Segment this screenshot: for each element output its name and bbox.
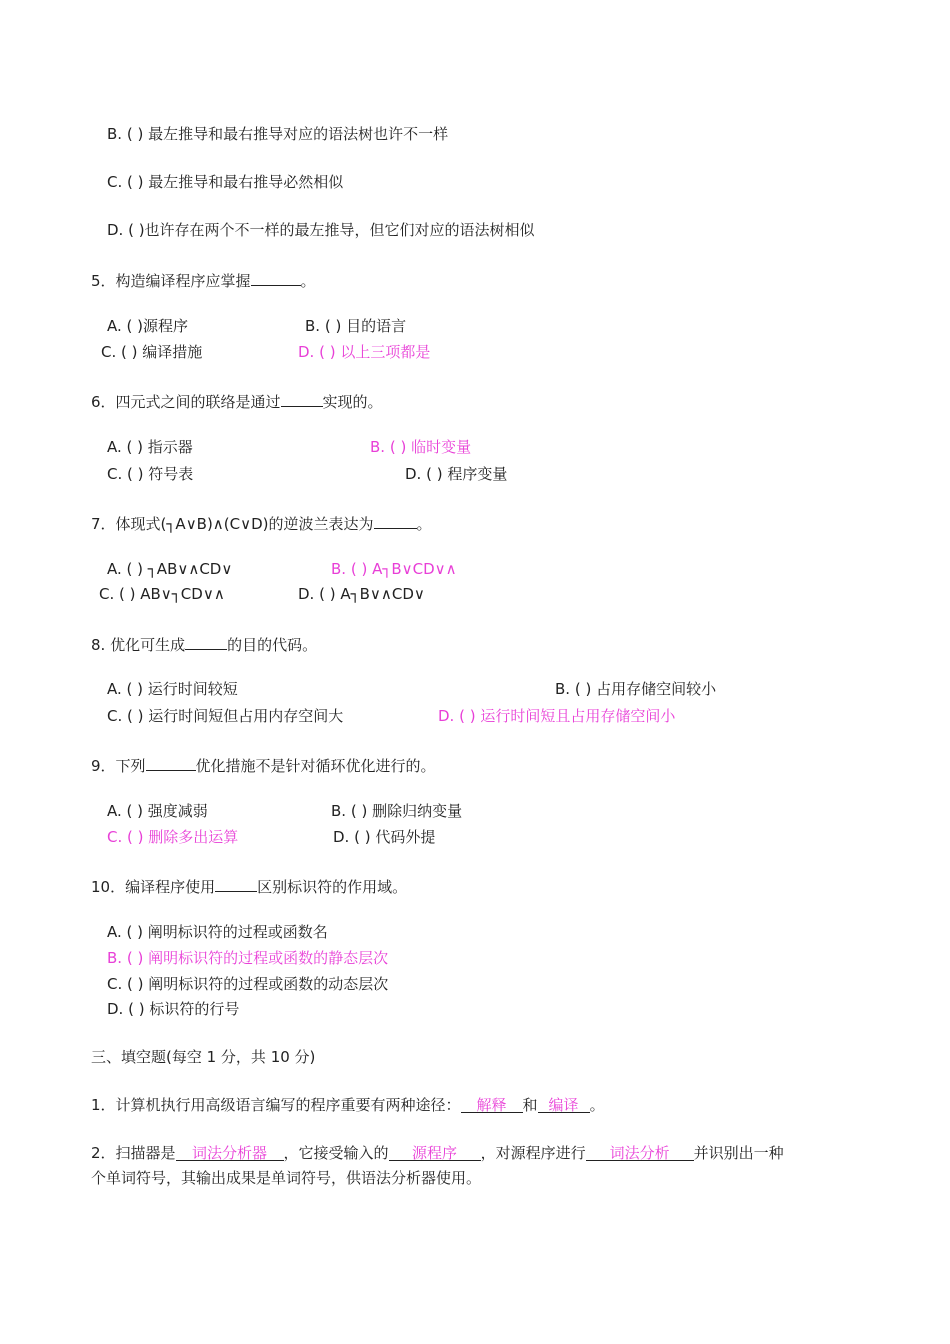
fill-1-joiner: 和 (522, 1096, 538, 1114)
fill-2-line-2: 个单词符号，其输出成果是单词符号，供语法分析器使用。 (91, 1169, 482, 1187)
q8-stem-end: 的目的代码。 (227, 636, 318, 654)
q5-stem-end: 。 (300, 272, 316, 290)
q10-blank (215, 874, 257, 892)
q8-option-d-answer: D. ( ) 运行时间短且占用存储空间小 (438, 707, 676, 725)
fill-2-answer-2: 源程序 (389, 1143, 481, 1161)
q10-option-b-answer: B. ( ) 阐明标识符的过程或函数的静态层次 (107, 949, 389, 967)
q7-blank (374, 511, 417, 529)
q9-stem-text: 9．下列 (91, 757, 146, 775)
fill-1-answer-1: 解释 (461, 1095, 523, 1113)
q10-stem (91, 874, 407, 897)
q8-option-c: C. ( ) 运行时间短但占用内存空间大 (107, 707, 344, 725)
q10-option-a: A. ( ) 阐明标识符的过程或函数名 (107, 923, 328, 941)
q10-stem-text: 10．编译程序使用 (91, 878, 216, 896)
q8-option-b: B. ( ) 占用存储空间较小 (555, 680, 717, 698)
fill-2 (91, 1143, 784, 1163)
q8-stem-text: 8. 优化可生成 (91, 636, 186, 654)
q9-option-a: A. ( ) 强度减弱 (107, 802, 208, 820)
q8-stem (91, 632, 317, 655)
fill-1-text: 1．计算机执行用高级语言编写的程序重要有两种途径： (91, 1096, 461, 1114)
q10-option-d: D. ( ) 标识符的行号 (107, 1000, 240, 1018)
fill-2-answer-1: 词法分析器 (176, 1143, 284, 1161)
q5-stem (91, 268, 316, 291)
fill-2-text-3: ，对源程序进行 (480, 1144, 586, 1162)
q9-stem-end: 优化措施不是针对循环优化进行的。 (195, 757, 436, 775)
q10-option-c: C. ( ) 阐明标识符的过程或函数的动态层次 (107, 975, 389, 993)
q4-option-c: C. ( ) 最左推导和最右推导必然相似 (107, 173, 344, 191)
q7-option-a: A. ( ) ┐AB∨∧CD∨ (107, 560, 233, 578)
q5-option-c: C. ( ) 编译措施 (101, 343, 203, 361)
q6-blank (281, 389, 323, 407)
q9-option-c-answer: C. ( ) 删除多出运算 (107, 828, 239, 846)
q7-stem-end: 。 (416, 515, 432, 533)
q9-option-b: B. ( ) 删除归纳变量 (331, 802, 463, 820)
q6-option-a: A. ( ) 指示器 (107, 438, 193, 456)
q6-option-b-answer: B. ( ) 临时变量 (370, 438, 472, 456)
q5-option-b: B. ( ) 目的语言 (305, 317, 407, 335)
fill-2-answer-3: 词法分析 (586, 1143, 694, 1161)
q7-option-d: D. ( ) A┐B∨∧CD∨ (298, 585, 425, 603)
q8-option-a: A. ( ) 运行时间较短 (107, 680, 238, 698)
q5-option-d-answer: D. ( ) 以上三项都是 (298, 343, 431, 361)
q7-option-c: C. ( ) AB∨┐CD∨∧ (99, 585, 225, 603)
q9-stem (91, 753, 436, 776)
fill-2-text-2: ，它接受输入的 (283, 1144, 389, 1162)
fill-2-text: 2．扫描器是 (91, 1144, 176, 1162)
q5-stem-text: 5．构造编译程序应掌握 (91, 272, 251, 290)
q9-blank (146, 753, 196, 771)
q7-stem (91, 511, 432, 534)
q9-option-d: D. ( ) 代码外提 (333, 828, 436, 846)
q6-option-d: D. ( ) 程序变量 (405, 465, 508, 483)
fill-1 (91, 1095, 605, 1115)
q4-option-b: B. ( ) 最左推导和最右推导对应的语法树也许不一样 (107, 125, 449, 143)
q7-stem-text: 7．体现式(┐A∨B)∧(C∨D)的逆波兰表达为 (91, 515, 374, 533)
section-3-title: 三、填空题(每空 1 分，共 10 分) (91, 1048, 316, 1066)
q10-stem-end: 区别标识符的作用域。 (257, 878, 408, 896)
q6-option-c: C. ( ) 符号表 (107, 465, 194, 483)
q5-blank (251, 268, 301, 286)
q5-option-a: A. ( )源程序 (107, 317, 189, 335)
q6-stem-end: 实现的。 (322, 393, 383, 411)
q8-blank (185, 632, 227, 650)
q4-option-d: D. ( )也许存在两个不一样的最左推导，但它们对应的语法树相似 (107, 221, 535, 239)
q6-stem-text: 6．四元式之间的联络是通过 (91, 393, 281, 411)
fill-2-text-4: 并识别出一种 (693, 1144, 784, 1162)
q6-stem (91, 389, 383, 412)
fill-1-end: 。 (589, 1096, 605, 1114)
q7-option-b-answer: B. ( ) A┐B∨CD∨∧ (331, 560, 457, 578)
fill-1-answer-2: 编译 (538, 1095, 590, 1113)
